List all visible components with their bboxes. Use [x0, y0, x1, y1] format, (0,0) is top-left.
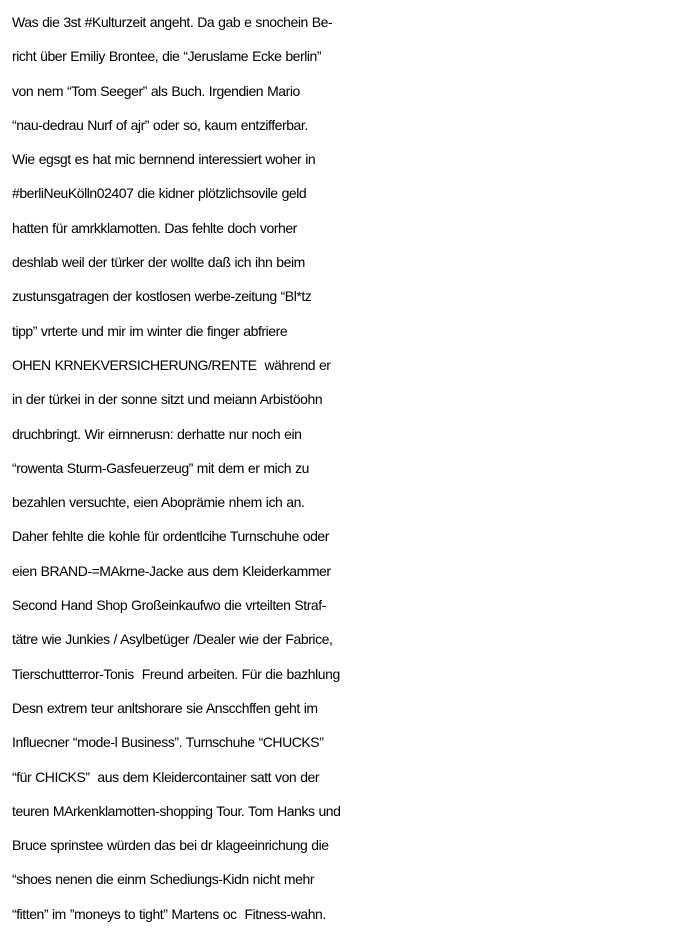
text-line: “nau-dedrau Nurf of ajr” oder so, kaum entzifferbar. — [12, 116, 308, 133]
text-line: “für CHICKS” aus dem Kleidercontainer satt von der — [12, 768, 320, 785]
text-line: in der türkei in der sonne sitzt und meiann Arbistöohn — [12, 391, 323, 408]
text-line: #berliNeuKölln02407 die kidner plötzlichsovile geld — [12, 185, 307, 202]
text-line: OHEN KRNEKVERSICHERUNG/RENTE während er — [12, 356, 331, 373]
text-line: Wie egsgt es hat mic bernnend interessiert woher in — [12, 151, 316, 168]
text-line: Daher fehlte die kohle für ordentlcihe Turnschuhe oder — [12, 528, 329, 545]
text-line: Tierschuttterror-Tonis Freund arbeiten. Für die bazhlung — [12, 665, 340, 682]
text-line: Second Hand Shop Großeinkaufwo die vrteilten Straf- — [12, 597, 326, 614]
text-line: zustunsgatragen der kostlosen werbe-zeitung “Bl*tz — [12, 288, 312, 305]
text-line: Bruce sprinstee würden das bei dr klageeinrichung die — [12, 837, 329, 854]
document-body-text — [12, 5, 680, 931]
text-line: richt über Emiliy Brontee, die “Jeruslame Ecke berlin” — [12, 48, 322, 65]
text-line: druchbringt. Wir eirnnerusn: derhatte nur noch ein — [12, 425, 302, 442]
text-line: von nem “Tom Seeger” als Buch. Irgendien Mario — [12, 82, 300, 99]
text-line: eien BRAND-=MAkrne-Jacke aus dem Kleiderkammer — [12, 562, 331, 579]
text-line: Influecner “mode-l Business”. Turnschuhe “CHUCKS” — [12, 734, 324, 751]
text-line: Desn extrem teur anltshorare sie Anscchffen geht im — [12, 699, 318, 716]
text-line: “rowenta Sturm-Gasfeuerzeug” mit dem er mich zu — [12, 459, 309, 476]
text-line: “fitten” im ”moneys to tight” Martens oc Fitness-wahn. — [12, 905, 326, 922]
text-line: teuren MArkenklamotten-shopping Tour. Tom Hanks und — [12, 802, 341, 819]
text-line: “shoes nenen die einm Schediungs-Kidn nicht mehr — [12, 871, 315, 888]
text-line: tätre wie Junkies / Asylbetüger /Dealer wie der Fabrice, — [12, 631, 333, 648]
text-line: hatten für amrkklamotten. Das fehlte doch vorher — [12, 219, 297, 236]
text-line: deshlab weil der türker der wollte daß ich ihn beim — [12, 254, 305, 271]
text-line: Was die 3st #Kulturzeit angeht. Da gab e snochein Be- — [12, 14, 333, 30]
text-line: bezahlen versuchte, eien Aboprämie nhem ich an. — [12, 494, 305, 511]
text-line: tipp” vrterte und mir im winter die finger abfriere — [12, 322, 288, 339]
